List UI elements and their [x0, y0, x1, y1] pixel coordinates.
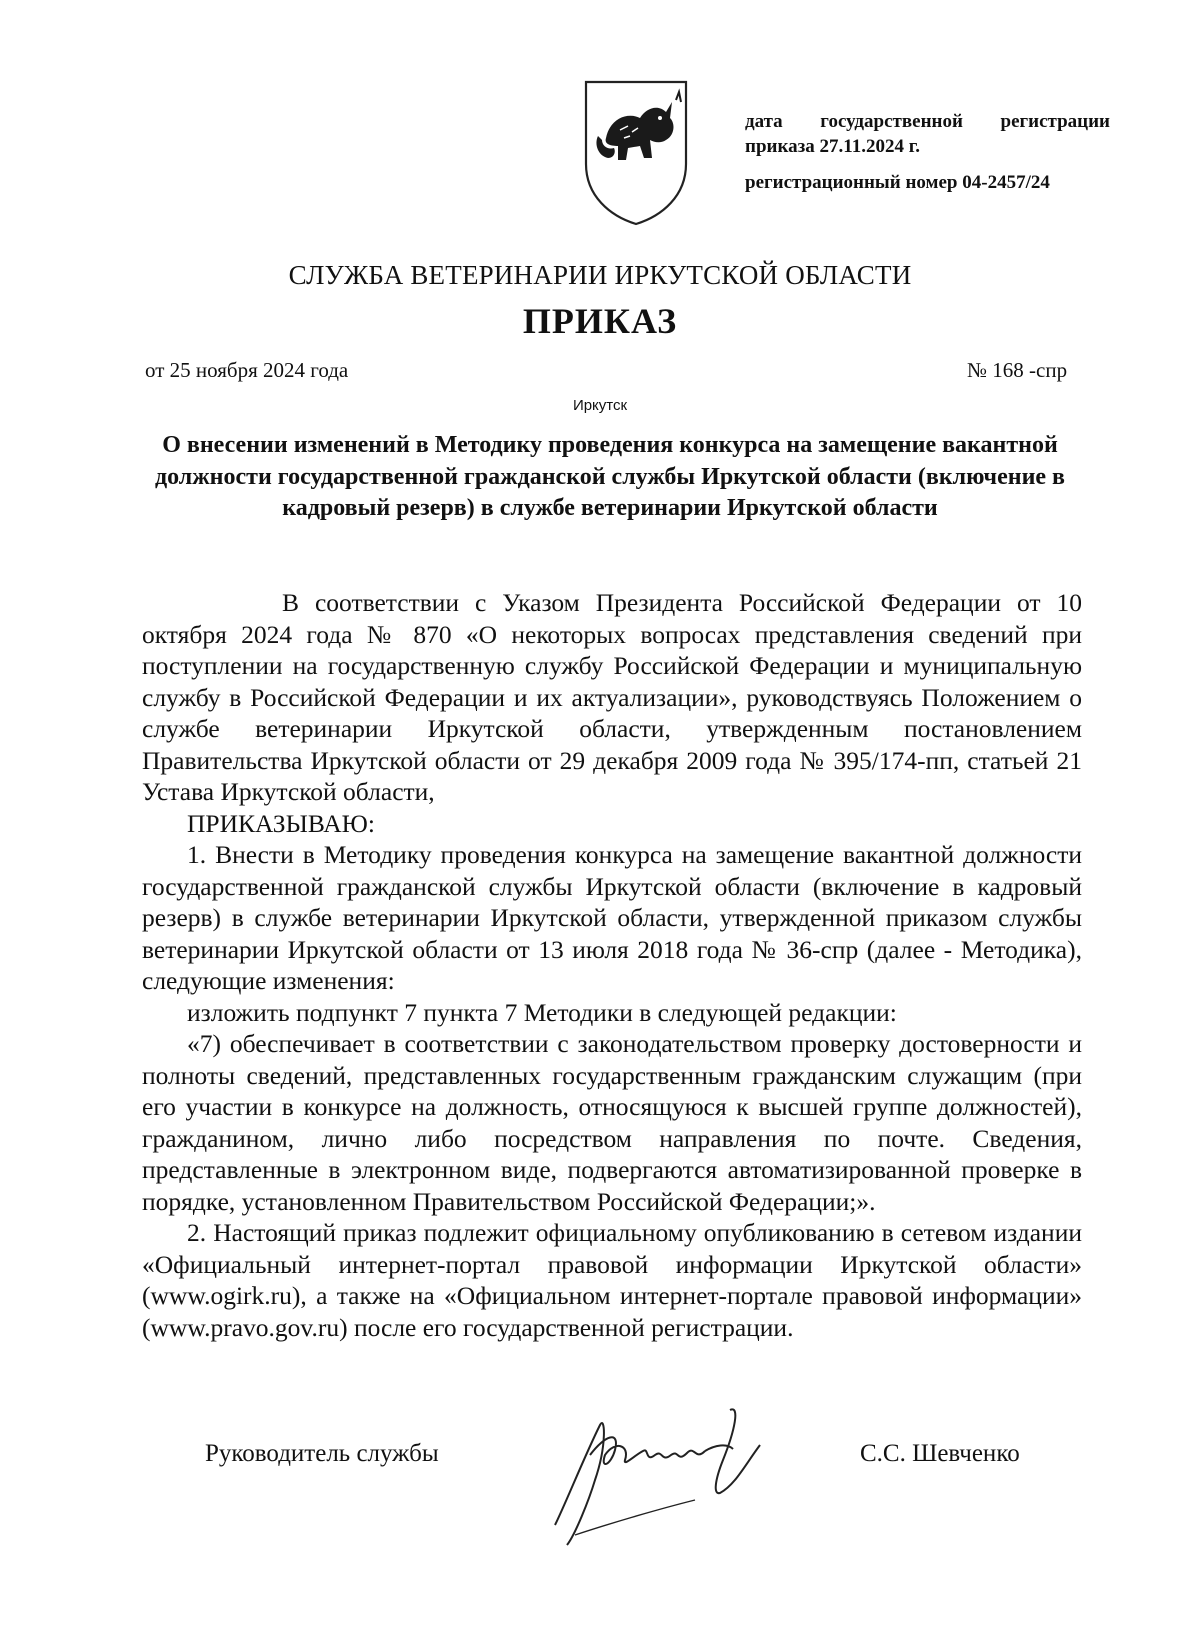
document-date: от 25 ноября 2024 года — [145, 358, 349, 382]
handwritten-signature — [545, 1385, 775, 1550]
document-number: № 168 -спр — [967, 358, 1068, 382]
signer-title: Руководитель службы — [205, 1440, 439, 1467]
registration-stamp — [745, 110, 1110, 196]
item-1-subparagraph: изложить подпункт 7 пункта 7 Методики в следующей редакции: — [187, 997, 897, 1027]
organization-name: СЛУЖБА ВЕТЕРИНАРИИ ИРКУТСКОЙ ОБЛАСТИ — [288, 260, 912, 290]
registration-date: приказа 27.11.2024 г. — [745, 135, 920, 157]
item-1-paragraph: 1. Внести в Методику проведения конкурса на замещение вакантной должности государственной гражданской службы Иркутской области (включение в кадровый резерв) в службе ветеринарии Иркутской области, утвержденной приказом службы ветеринарии Иркутской области от 13 июля 2018 года № 36-спр (далее - Методика), следующие изменения: — [142, 840, 1082, 995]
document-type: ПРИКАЗ — [522, 301, 678, 341]
document-body — [142, 587, 1082, 1343]
order-word: ПРИКАЗЫВАЮ: — [187, 808, 375, 838]
item-1-quote: «7) обеспечивает в соответствии с законодательством проверку достоверности и полноты сведений, представленных государственным гражданским служащим (при его участии в конкурсе на должность, относящуюся к высшей группе должностей), гражданином, лично либо посредством направления по почте. Сведения, представленные в электронном виде, подвергаются автоматизированной проверке в порядке, установленном Правительством Российской Федерации;». — [142, 1029, 1082, 1216]
signer-name: С.С. Шевченко — [860, 1440, 1020, 1467]
item-2-paragraph: 2. Настоящий приказ подлежит официальному опубликованию в сетевом издании «Официальный интернет-портал правовой информации Иркутской области» (www.ogirk.ru), а также на «Официальном интернет-портале правовой информации» (www.pravo.gov.ru) после его государственной регистрации. — [142, 1218, 1082, 1342]
preamble-paragraph: В соответствии с Указом Президента Российской Федерации от 10 октября 2024 года № 870 «О некоторых вопросах представления сведений при поступлении на государственную службу Российской Федерации и муниципальную службу в Российской Федерации и их актуализации», руководствуясь Положением о службе ветеринарии Иркутской области, утвержденным постановлением Правительства Иркутской области от 29 декабря 2009 года № 395/174-пп, статьей 21 Устава Иркутской области, — [142, 588, 1082, 806]
coat-of-arms-icon — [580, 78, 692, 226]
registration-date-label: дата государственной регистрации — [745, 111, 1110, 132]
document-city: Иркутск — [572, 397, 628, 414]
document-subject: О внесении изменений в Методику проведения конкурса на замещение вакантной должности государственной гражданской службы Иркутской области (включение в кадровый резерв) в службе ветеринарии Иркутской области — [154, 432, 1066, 522]
registration-number: регистрационный номер 04-2457/24 — [745, 172, 1050, 194]
